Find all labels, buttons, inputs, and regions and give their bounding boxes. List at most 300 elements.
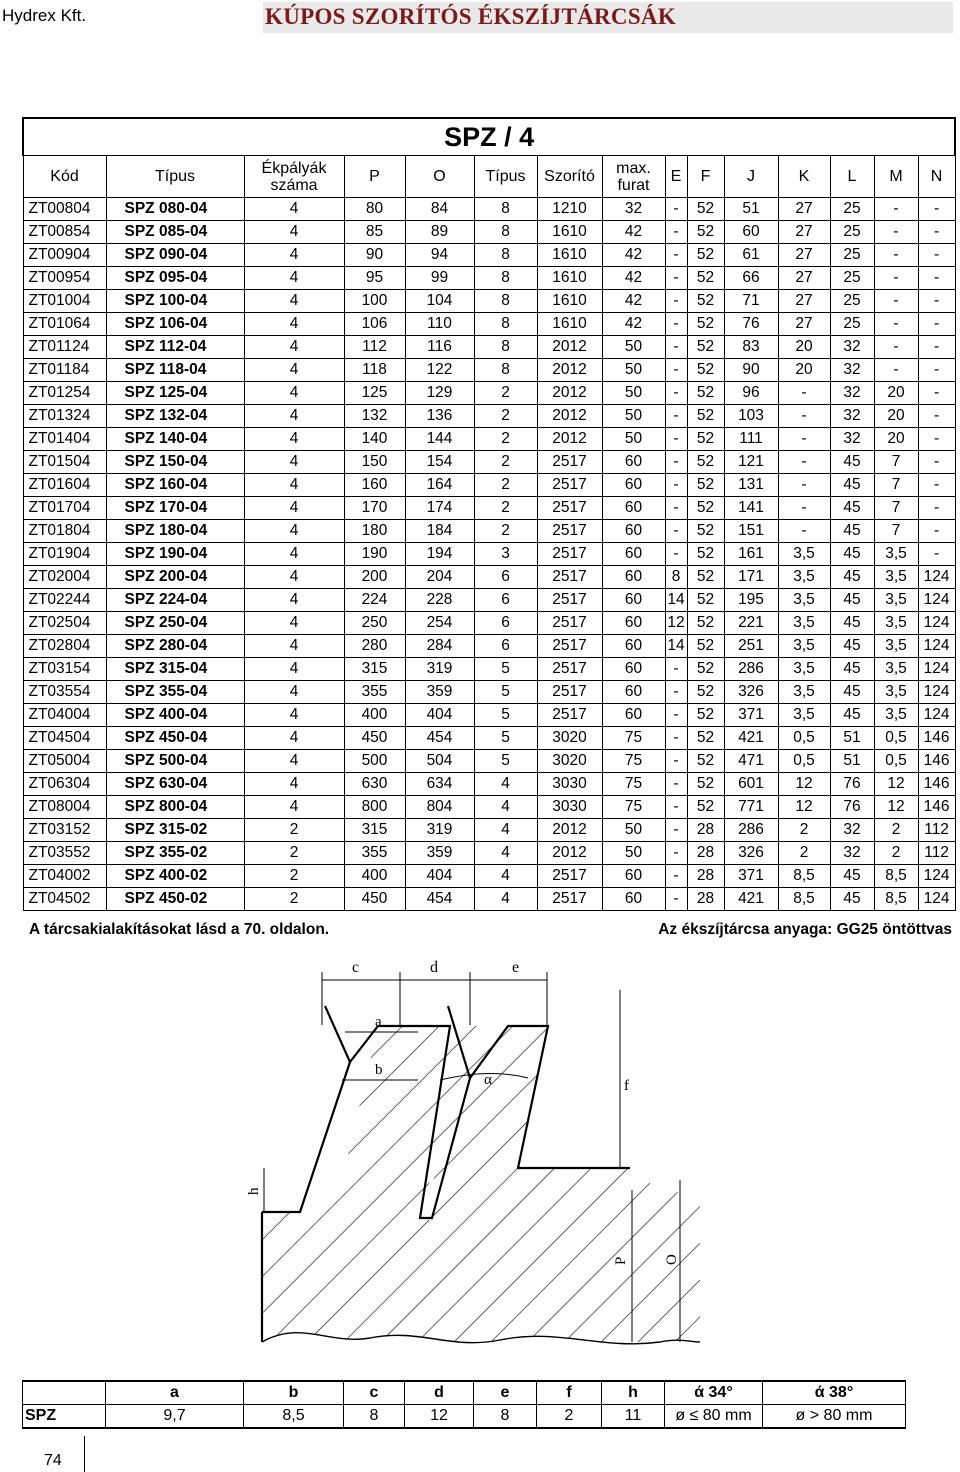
cell-tipus2: 8: [474, 359, 537, 382]
cell-tipus2: 2: [474, 451, 537, 474]
cell-kod: ZT00904: [23, 244, 106, 267]
cell-o: 94: [405, 244, 474, 267]
cell-m: -: [874, 244, 918, 267]
cell-kod: ZT01004: [23, 290, 106, 313]
cell-n: 124: [918, 658, 955, 681]
label-a: a: [375, 1014, 382, 1030]
cell-kod: ZT00804: [23, 198, 106, 221]
cell-ekpalyak: 4: [244, 313, 344, 336]
dimension-value-row: [23, 1405, 906, 1429]
col-k: K: [778, 156, 830, 198]
cell-kod: ZT01604: [23, 474, 106, 497]
cell-szorito: 2517: [537, 658, 602, 681]
cell-o: 228: [405, 589, 474, 612]
cell-l: 32: [830, 382, 874, 405]
cell-p: 125: [344, 382, 405, 405]
cell-ekpalyak: 4: [244, 635, 344, 658]
table-row: [23, 290, 955, 313]
col-j: J: [724, 156, 778, 198]
cell-o: 319: [405, 819, 474, 842]
cell-o: 174: [405, 497, 474, 520]
cell-m: 12: [874, 796, 918, 819]
cell-e: -: [665, 221, 687, 244]
page-number: 74: [44, 1452, 62, 1469]
cell-p: 224: [344, 589, 405, 612]
cell-kod: ZT04002: [23, 865, 106, 888]
table-row: [23, 244, 955, 267]
cell-k: 3,5: [778, 566, 830, 589]
cell-f: 52: [687, 359, 724, 382]
cell-szorito: 2012: [537, 336, 602, 359]
cell-f: 52: [687, 543, 724, 566]
col-szorito: Szorító: [537, 156, 602, 198]
cell-n: 112: [918, 819, 955, 842]
cell-ekpalyak: 4: [244, 221, 344, 244]
label-h: h: [246, 1187, 262, 1195]
cell-l: 45: [830, 474, 874, 497]
dim-value-a: 9,7: [106, 1405, 244, 1429]
cell-k: 3,5: [778, 658, 830, 681]
cell-szorito: 1210: [537, 198, 602, 221]
cell-szorito: 2012: [537, 842, 602, 865]
cell-tipus: SPZ 450-02: [106, 888, 244, 911]
cell-n: -: [918, 382, 955, 405]
cell-maxfurat: 32: [602, 198, 665, 221]
table-row: [23, 658, 955, 681]
cell-szorito: 2012: [537, 359, 602, 382]
table-row: [23, 382, 955, 405]
cell-j: 421: [724, 888, 778, 911]
cell-kod: ZT04004: [23, 704, 106, 727]
cell-e: -: [665, 842, 687, 865]
cell-maxfurat: 60: [602, 681, 665, 704]
cell-maxfurat: 50: [602, 359, 665, 382]
cell-maxfurat: 60: [602, 566, 665, 589]
dim-header-e: e: [474, 1381, 537, 1405]
cell-o: 404: [405, 865, 474, 888]
cell-k: 20: [778, 359, 830, 382]
cell-j: 83: [724, 336, 778, 359]
table-row: [23, 750, 955, 773]
cell-e: -: [665, 497, 687, 520]
cell-kod: ZT01254: [23, 382, 106, 405]
cell-e: -: [665, 681, 687, 704]
cell-o: 194: [405, 543, 474, 566]
cell-tipus2: 2: [474, 474, 537, 497]
cell-k: 12: [778, 773, 830, 796]
col-tipus2: Típus: [474, 156, 537, 198]
table-row: [23, 497, 955, 520]
cell-m: 7: [874, 497, 918, 520]
cell-szorito: 2517: [537, 497, 602, 520]
col-n: N: [918, 156, 955, 198]
cell-j: 771: [724, 796, 778, 819]
table-row: [23, 819, 955, 842]
cell-ekpalyak: 4: [244, 290, 344, 313]
cell-szorito: 2517: [537, 865, 602, 888]
cell-j: 601: [724, 773, 778, 796]
cell-kod: ZT01124: [23, 336, 106, 359]
cell-maxfurat: 75: [602, 727, 665, 750]
note-right: Az ékszíjtárcsa anyaga: GG25 öntöttvas: [658, 921, 952, 938]
cell-kod: ZT00954: [23, 267, 106, 290]
cell-n: 124: [918, 635, 955, 658]
table-row: [23, 727, 955, 750]
cell-tipus: SPZ 355-04: [106, 681, 244, 704]
cell-k: 0,5: [778, 727, 830, 750]
cell-e: -: [665, 336, 687, 359]
cell-o: 122: [405, 359, 474, 382]
cell-p: 90: [344, 244, 405, 267]
col-p: P: [344, 156, 405, 198]
cell-maxfurat: 50: [602, 336, 665, 359]
cell-tipus2: 4: [474, 888, 537, 911]
cell-szorito: 2012: [537, 382, 602, 405]
cell-e: -: [665, 543, 687, 566]
cell-e: -: [665, 658, 687, 681]
cell-k: 3,5: [778, 681, 830, 704]
cell-tipus2: 4: [474, 819, 537, 842]
cell-n: 146: [918, 727, 955, 750]
cell-ekpalyak: 4: [244, 474, 344, 497]
cell-l: 45: [830, 543, 874, 566]
cell-tipus2: 2: [474, 497, 537, 520]
cell-maxfurat: 60: [602, 451, 665, 474]
cell-e: -: [665, 451, 687, 474]
cell-f: 28: [687, 888, 724, 911]
cell-o: 254: [405, 612, 474, 635]
cell-tipus2: 4: [474, 773, 537, 796]
dim-value-alpha38: ø > 80 mm: [763, 1405, 906, 1429]
cell-o: 84: [405, 198, 474, 221]
dim-header-0: [23, 1381, 106, 1405]
table-row: [23, 474, 955, 497]
cell-e: -: [665, 359, 687, 382]
cell-m: 12: [874, 773, 918, 796]
cell-n: -: [918, 313, 955, 336]
cell-p: 80: [344, 198, 405, 221]
table-row: [23, 543, 955, 566]
cell-m: 8,5: [874, 865, 918, 888]
cell-p: 400: [344, 704, 405, 727]
cell-k: -: [778, 474, 830, 497]
cell-p: 132: [344, 405, 405, 428]
cell-l: 45: [830, 658, 874, 681]
cell-ekpalyak: 4: [244, 727, 344, 750]
cell-kod: ZT06304: [23, 773, 106, 796]
cell-tipus2: 2: [474, 382, 537, 405]
cell-ekpalyak: 4: [244, 704, 344, 727]
hatched-section: [262, 1026, 700, 1370]
cell-f: 52: [687, 267, 724, 290]
cell-p: 100: [344, 290, 405, 313]
cell-m: 20: [874, 428, 918, 451]
table-header-row: [23, 156, 955, 198]
cell-tipus2: 6: [474, 566, 537, 589]
cell-ekpalyak: 4: [244, 658, 344, 681]
cell-ekpalyak: 2: [244, 888, 344, 911]
cell-tipus: SPZ 224-04: [106, 589, 244, 612]
cell-ekpalyak: 4: [244, 336, 344, 359]
cell-e: -: [665, 888, 687, 911]
table-row: [23, 566, 955, 589]
cell-p: 630: [344, 773, 405, 796]
col-e: E: [665, 156, 687, 198]
cell-kod: ZT03552: [23, 842, 106, 865]
cell-f: 52: [687, 474, 724, 497]
cell-tipus2: 8: [474, 267, 537, 290]
cell-kod: ZT02804: [23, 635, 106, 658]
cell-e: -: [665, 313, 687, 336]
cell-m: 8,5: [874, 888, 918, 911]
table-title-row: [23, 118, 955, 156]
cell-k: 27: [778, 267, 830, 290]
cell-p: 95: [344, 267, 405, 290]
cell-j: 131: [724, 474, 778, 497]
cell-e: -: [665, 405, 687, 428]
cell-kod: ZT01404: [23, 428, 106, 451]
cell-tipus: SPZ 190-04: [106, 543, 244, 566]
cell-k: 12: [778, 796, 830, 819]
spz-table: [22, 117, 956, 911]
table-row: [23, 267, 955, 290]
cell-ekpalyak: 4: [244, 267, 344, 290]
cell-kod: ZT03152: [23, 819, 106, 842]
cell-maxfurat: 42: [602, 267, 665, 290]
cell-f: 52: [687, 658, 724, 681]
col-m: M: [874, 156, 918, 198]
cell-maxfurat: 42: [602, 221, 665, 244]
cell-e: -: [665, 198, 687, 221]
cell-m: 2: [874, 819, 918, 842]
cell-tipus2: 5: [474, 750, 537, 773]
cell-maxfurat: 50: [602, 842, 665, 865]
cell-kod: ZT01324: [23, 405, 106, 428]
cell-k: 0,5: [778, 750, 830, 773]
cell-k: 27: [778, 198, 830, 221]
title-bar: [263, 2, 953, 33]
cell-e: -: [665, 428, 687, 451]
cell-e: -: [665, 382, 687, 405]
cell-p: 450: [344, 727, 405, 750]
cell-l: 45: [830, 520, 874, 543]
label-b: b: [375, 1062, 383, 1078]
cell-j: 141: [724, 497, 778, 520]
cell-j: 371: [724, 704, 778, 727]
cell-e: -: [665, 704, 687, 727]
cell-maxfurat: 75: [602, 796, 665, 819]
cell-tipus2: 2: [474, 405, 537, 428]
cell-kod: ZT05004: [23, 750, 106, 773]
cell-maxfurat: 50: [602, 405, 665, 428]
label-o: O: [664, 1254, 680, 1265]
cell-l: 32: [830, 819, 874, 842]
cell-tipus2: 4: [474, 865, 537, 888]
cell-szorito: 3020: [537, 727, 602, 750]
cell-e: -: [665, 865, 687, 888]
cell-f: 52: [687, 773, 724, 796]
cell-j: 421: [724, 727, 778, 750]
dim-header-b: b: [244, 1381, 344, 1405]
cell-j: 66: [724, 267, 778, 290]
cell-j: 326: [724, 842, 778, 865]
cell-ekpalyak: 4: [244, 681, 344, 704]
cell-j: 286: [724, 819, 778, 842]
cell-p: 355: [344, 681, 405, 704]
cell-m: -: [874, 313, 918, 336]
cell-tipus2: 5: [474, 658, 537, 681]
page-title: KÚPOS SZORÍTÓS ÉKSZÍJTÁRCSÁK: [265, 4, 677, 29]
cell-l: 45: [830, 612, 874, 635]
cell-m: 7: [874, 451, 918, 474]
dim-value-d: 12: [405, 1405, 474, 1429]
cell-n: -: [918, 451, 955, 474]
cell-ekpalyak: 2: [244, 865, 344, 888]
cell-o: 204: [405, 566, 474, 589]
cell-k: 3,5: [778, 704, 830, 727]
table-body: [23, 198, 955, 911]
cell-maxfurat: 60: [602, 589, 665, 612]
cell-szorito: 2517: [537, 474, 602, 497]
cell-tipus2: 8: [474, 198, 537, 221]
cell-maxfurat: 42: [602, 313, 665, 336]
col-kod: Kód: [23, 156, 106, 198]
cell-j: 103: [724, 405, 778, 428]
cell-n: 124: [918, 566, 955, 589]
cell-e: -: [665, 267, 687, 290]
cell-o: 154: [405, 451, 474, 474]
cell-f: 52: [687, 750, 724, 773]
cell-szorito: 2517: [537, 543, 602, 566]
cell-e: -: [665, 244, 687, 267]
cell-kod: ZT03554: [23, 681, 106, 704]
cell-tipus2: 5: [474, 727, 537, 750]
dimension-header-row: [23, 1381, 906, 1405]
cell-szorito: 1610: [537, 267, 602, 290]
cell-ekpalyak: 4: [244, 244, 344, 267]
cell-f: 28: [687, 842, 724, 865]
col-tipus: Típus: [106, 156, 244, 198]
dim-header-f: f: [537, 1381, 602, 1405]
cell-maxfurat: 50: [602, 819, 665, 842]
cell-j: 76: [724, 313, 778, 336]
cell-o: 89: [405, 221, 474, 244]
cell-tipus: SPZ 315-02: [106, 819, 244, 842]
cell-k: -: [778, 405, 830, 428]
cell-k: 3,5: [778, 635, 830, 658]
cell-n: 146: [918, 773, 955, 796]
cell-f: 52: [687, 612, 724, 635]
cell-l: 32: [830, 428, 874, 451]
cell-szorito: 1610: [537, 244, 602, 267]
cell-kod: ZT03154: [23, 658, 106, 681]
cell-n: -: [918, 359, 955, 382]
cell-f: 52: [687, 313, 724, 336]
table-row: [23, 198, 955, 221]
dim-header-h: h: [602, 1381, 665, 1405]
cell-f: 52: [687, 681, 724, 704]
cell-e: 14: [665, 589, 687, 612]
dim-header-a: a: [106, 1381, 244, 1405]
cell-k: 2: [778, 819, 830, 842]
cell-n: -: [918, 428, 955, 451]
cell-n: -: [918, 336, 955, 359]
cell-tipus2: 6: [474, 635, 537, 658]
cell-maxfurat: 60: [602, 520, 665, 543]
cell-l: 25: [830, 313, 874, 336]
cell-tipus2: 8: [474, 336, 537, 359]
cell-kod: ZT04504: [23, 727, 106, 750]
cell-l: 32: [830, 842, 874, 865]
cell-k: 20: [778, 336, 830, 359]
cell-k: 27: [778, 313, 830, 336]
cell-l: 25: [830, 221, 874, 244]
cell-p: 450: [344, 888, 405, 911]
cell-maxfurat: 75: [602, 773, 665, 796]
table-row: [23, 612, 955, 635]
cell-tipus: SPZ 180-04: [106, 520, 244, 543]
cell-l: 76: [830, 796, 874, 819]
cell-ekpalyak: 4: [244, 382, 344, 405]
cell-m: 7: [874, 520, 918, 543]
cell-ekpalyak: 4: [244, 589, 344, 612]
cell-ekpalyak: 4: [244, 405, 344, 428]
cell-l: 45: [830, 865, 874, 888]
cell-szorito: 2012: [537, 428, 602, 451]
cell-o: 116: [405, 336, 474, 359]
cell-n: 146: [918, 796, 955, 819]
cell-tipus: SPZ 106-04: [106, 313, 244, 336]
cell-j: 171: [724, 566, 778, 589]
cell-f: 52: [687, 198, 724, 221]
cell-tipus: SPZ 280-04: [106, 635, 244, 658]
col-ekpalyak-line1: Ékpályák: [261, 159, 327, 177]
cell-l: 25: [830, 198, 874, 221]
cell-l: 32: [830, 405, 874, 428]
cell-kod: ZT02004: [23, 566, 106, 589]
cell-tipus: SPZ 450-04: [106, 727, 244, 750]
note-left: A tárcsakialakításokat lásd a 70. oldalon.: [29, 921, 330, 938]
cell-f: 52: [687, 727, 724, 750]
cell-o: 319: [405, 658, 474, 681]
cell-m: 3,5: [874, 543, 918, 566]
dim-header-c: c: [344, 1381, 405, 1405]
cell-ekpalyak: 4: [244, 198, 344, 221]
cell-kod: ZT01704: [23, 497, 106, 520]
cell-f: 52: [687, 336, 724, 359]
cell-m: -: [874, 336, 918, 359]
cell-ekpalyak: 4: [244, 543, 344, 566]
cell-o: 454: [405, 888, 474, 911]
table-row: [23, 428, 955, 451]
cell-maxfurat: 42: [602, 290, 665, 313]
dim-value-alpha34: ø ≤ 80 mm: [665, 1405, 763, 1429]
cell-k: 27: [778, 244, 830, 267]
cell-tipus2: 8: [474, 313, 537, 336]
dim-header-alpha38: ά 38°: [763, 1381, 906, 1405]
cell-tipus: SPZ 250-04: [106, 612, 244, 635]
cell-m: 3,5: [874, 704, 918, 727]
cell-n: -: [918, 198, 955, 221]
cell-tipus: SPZ 080-04: [106, 198, 244, 221]
cell-ekpalyak: 4: [244, 497, 344, 520]
cell-maxfurat: 60: [602, 865, 665, 888]
cell-m: -: [874, 290, 918, 313]
cell-f: 52: [687, 589, 724, 612]
col-o: O: [405, 156, 474, 198]
cell-o: 110: [405, 313, 474, 336]
cell-szorito: 2517: [537, 451, 602, 474]
